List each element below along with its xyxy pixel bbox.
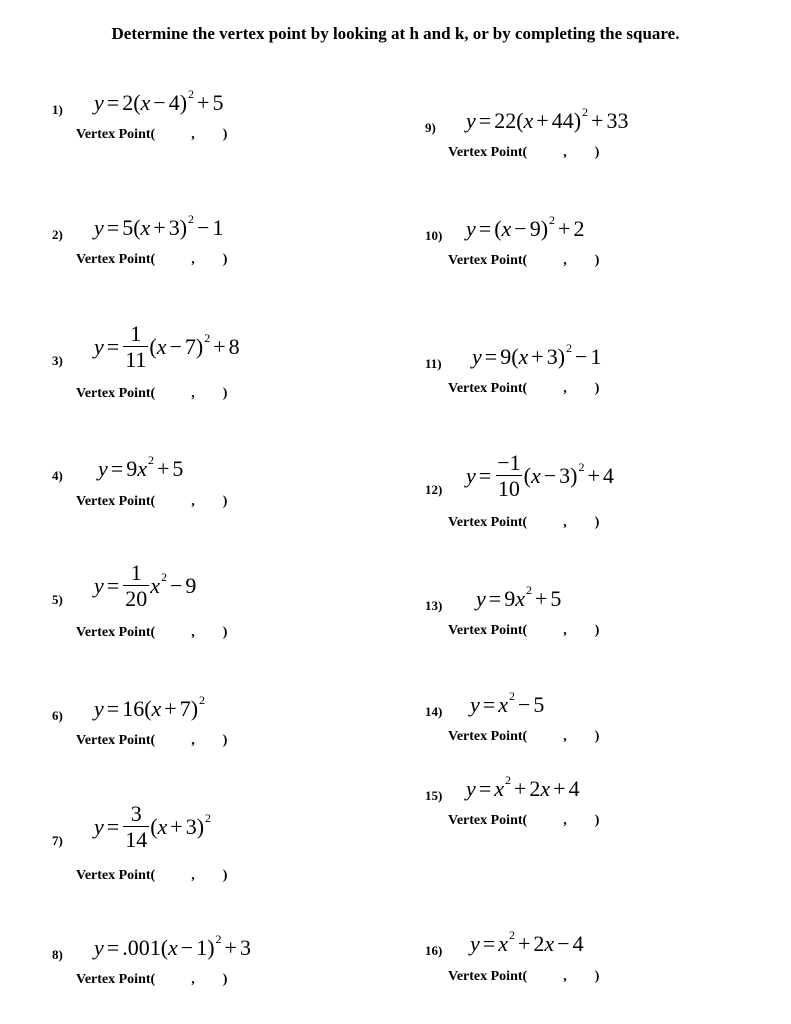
- equation: y = 2 ( x − 4 ) $^2$ + 5: [94, 87, 224, 115]
- page-title: Determine the vertex point by looking at h and k, or by completing the square.: [111, 24, 680, 43]
- vertex-point-answer[interactable]: Vertex Point( , ): [448, 813, 600, 828]
- vertex-point-answer[interactable]: Vertex Point( , ): [76, 625, 228, 640]
- problem-number: 11): [425, 356, 442, 371]
- problem-number: 1): [52, 102, 63, 117]
- vertex-point-answer[interactable]: Vertex Point( , ): [448, 381, 600, 396]
- vertex-point-answer[interactable]: Vertex Point( , ): [448, 969, 600, 984]
- problem-number: 10): [425, 228, 443, 243]
- vertex-point-answer[interactable]: Vertex Point( , ): [448, 729, 600, 744]
- problem-number: 14): [425, 704, 443, 719]
- problem-number: 2): [52, 227, 63, 242]
- vertex-point-answer[interactable]: Vertex Point( , ): [76, 494, 228, 509]
- problem-number: 13): [425, 598, 443, 613]
- problem-number: 4): [52, 468, 63, 483]
- equation: y = $\frac{-1}{10}$ ( x − 3 ) $^2$ + 4: [466, 450, 614, 502]
- vertex-point-answer[interactable]: Vertex Point( , ): [76, 868, 228, 883]
- problem-number: 6): [52, 708, 63, 723]
- vertex-point-answer[interactable]: Vertex Point( , ): [76, 127, 228, 142]
- vertex-point-answer[interactable]: Vertex Point( , ): [76, 386, 228, 401]
- problem-number: 16): [425, 943, 443, 958]
- equation: y = $\frac{1}{11}$ ( x − 7 ) $^2$ + 8: [94, 321, 240, 373]
- problem-number: 8): [52, 947, 63, 962]
- equation: y = 9 x $^2$ + 5: [98, 453, 184, 481]
- vertex-point-answer[interactable]: Vertex Point( , ): [448, 623, 600, 638]
- vertex-point-answer[interactable]: Vertex Point( , ): [448, 145, 600, 160]
- equation: y = 9 ( x + 3 ) $^2$ − 1: [472, 341, 602, 369]
- vertex-point-answer[interactable]: Vertex Point( , ): [448, 253, 600, 268]
- equation: y = x $^2$ + 2 x − 4: [470, 928, 584, 956]
- equation: y = 5 ( x + 3 ) $^2$ − 1: [94, 212, 224, 240]
- vertex-point-answer[interactable]: Vertex Point( , ): [76, 972, 228, 987]
- equation: y = $\frac{3}{14}$ ( x + 3 ) $^2$: [94, 801, 212, 853]
- problem-number: 7): [52, 833, 63, 848]
- problem-number: 9): [425, 120, 436, 135]
- equation: y = 9 x $^2$ + 5: [476, 583, 562, 611]
- problem-number: 5): [52, 592, 63, 607]
- equation: y = x $^2$ − 5: [470, 689, 545, 717]
- equation: y = 16 ( x + 7 ) $^2$: [94, 693, 206, 721]
- equation: y = x $^2$ + 2 x + 4: [466, 773, 580, 801]
- vertex-point-answer[interactable]: Vertex Point( , ): [448, 515, 600, 530]
- problem-number: 3): [52, 353, 63, 368]
- vertex-point-answer[interactable]: Vertex Point( , ): [76, 733, 228, 748]
- equation: y = ( x − 9 ) $^2$ + 2: [466, 213, 585, 241]
- problem-number: 15): [425, 788, 443, 803]
- equation: y = .001 ( x − 1 ) $^2$ + 3: [94, 932, 251, 960]
- equation: y = 22 ( x + 44 ) $^2$ + 33: [466, 105, 629, 133]
- vertex-point-answer[interactable]: Vertex Point( , ): [76, 252, 228, 267]
- problem-number: 12): [425, 482, 443, 497]
- equation: y = $\frac{1}{20}$ x $^2$ − 9: [94, 560, 197, 612]
